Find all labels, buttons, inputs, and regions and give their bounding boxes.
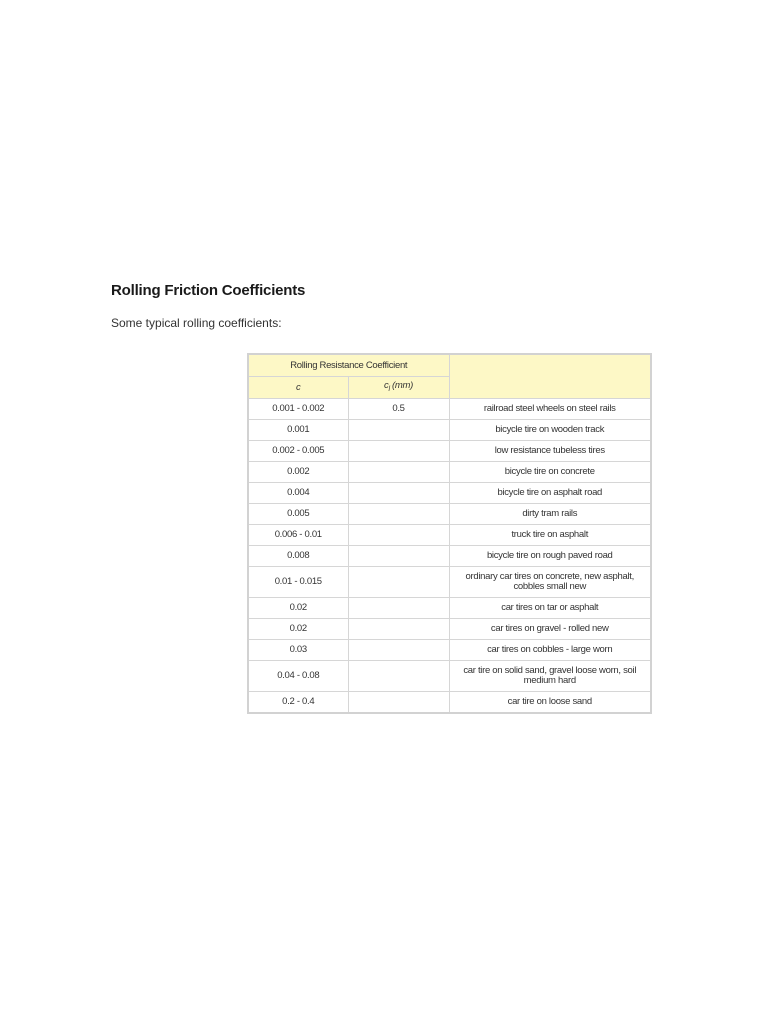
cell-cl — [348, 692, 449, 714]
cell-cl — [348, 546, 449, 567]
cell-c: 0.04 - 0.08 — [248, 661, 348, 692]
table-row — [248, 420, 651, 441]
cell-description: car tires on gravel - rolled new — [449, 619, 651, 640]
cell-c: 0.03 — [248, 640, 348, 661]
cell-cl — [348, 567, 449, 598]
table-row — [248, 483, 651, 504]
cell-c: 0.008 — [248, 546, 348, 567]
cell-c: 0.005 — [248, 504, 348, 525]
cell-cl — [348, 619, 449, 640]
table-row — [248, 567, 651, 598]
table-row — [248, 619, 651, 640]
cell-cl — [348, 661, 449, 692]
cell-c: 0.002 — [248, 462, 348, 483]
cell-cl: 0.5 — [348, 399, 449, 420]
header-rolling-resistance-coefficient: Rolling Resistance Coefficient — [248, 354, 449, 377]
table-row — [248, 546, 651, 567]
cell-description: car tires on cobbles - large worn — [449, 640, 651, 661]
header-description-blank — [449, 354, 651, 399]
cell-cl — [348, 525, 449, 546]
intro-text: Some typical rolling coefficients: — [111, 316, 282, 330]
table-row — [248, 462, 651, 483]
cell-description: bicycle tire on concrete — [449, 462, 651, 483]
rolling-coefficients-table — [247, 353, 652, 714]
cell-description: bicycle tire on asphalt road — [449, 483, 651, 504]
cell-description: low resistance tubeless tires — [449, 441, 651, 462]
cell-c: 0.006 - 0.01 — [248, 525, 348, 546]
table-row — [248, 525, 651, 546]
header-cl-mm — [348, 377, 449, 399]
cell-description: ordinary car tires on concrete, new asphalt, cobbles small new — [449, 567, 651, 598]
cell-c: 0.001 - 0.002 — [248, 399, 348, 420]
cell-description: railroad steel wheels on steel rails — [449, 399, 651, 420]
table-row — [248, 399, 651, 420]
cell-cl — [348, 462, 449, 483]
cell-cl — [348, 483, 449, 504]
cell-description: car tire on loose sand — [449, 692, 651, 714]
cell-c: 0.02 — [248, 619, 348, 640]
table-row — [248, 598, 651, 619]
cell-c: 0.01 - 0.015 — [248, 567, 348, 598]
table-row — [248, 504, 651, 525]
cell-description: dirty tram rails — [449, 504, 651, 525]
cell-cl — [348, 640, 449, 661]
cell-c: 0.02 — [248, 598, 348, 619]
cell-description: bicycle tire on rough paved road — [449, 546, 651, 567]
page-heading: Rolling Friction Coefficients — [111, 282, 306, 299]
cell-description: car tire on solid sand, gravel loose worn, soil medium hard — [449, 661, 651, 692]
header-cl-unit: (mm) — [389, 379, 413, 391]
cell-c: 0.2 - 0.4 — [248, 692, 348, 714]
cell-description: car tires on tar or asphalt — [449, 598, 651, 619]
cell-c: 0.002 - 0.005 — [248, 441, 348, 462]
table-header-row-group — [248, 354, 651, 377]
cell-description: bicycle tire on wooden track — [449, 420, 651, 441]
table-row — [248, 661, 651, 692]
cell-description: truck tire on asphalt — [449, 525, 651, 546]
cell-c: 0.001 — [248, 420, 348, 441]
header-cl-subscript: l — [388, 385, 390, 393]
cell-cl — [348, 504, 449, 525]
table-row — [248, 692, 651, 714]
table-row — [248, 640, 651, 661]
cell-cl — [348, 598, 449, 619]
cell-cl — [348, 441, 449, 462]
header-c: c — [248, 377, 348, 399]
cell-cl — [348, 420, 449, 441]
header-cl-base: c — [383, 379, 389, 391]
cell-c: 0.004 — [248, 483, 348, 504]
table-row — [248, 441, 651, 462]
